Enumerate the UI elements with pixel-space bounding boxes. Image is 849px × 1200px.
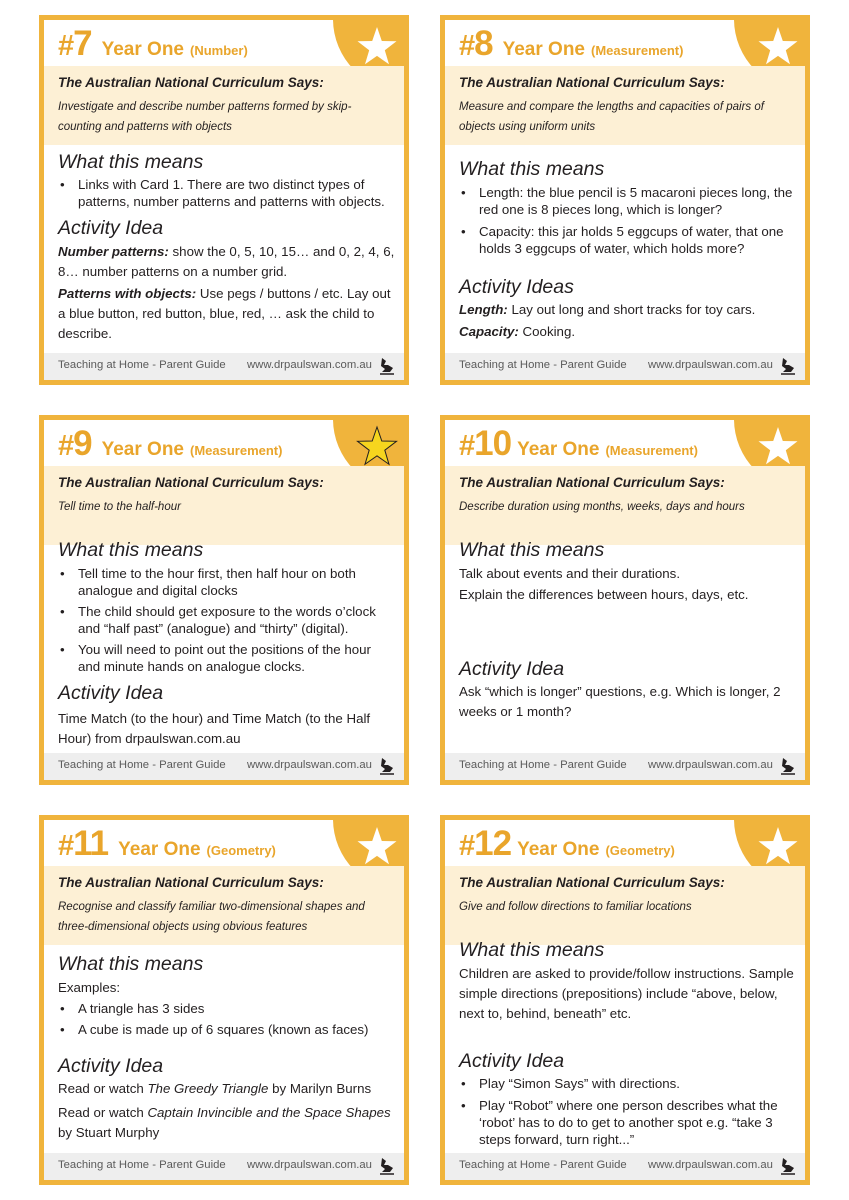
card-header — [459, 424, 698, 466]
swan-logo-icon — [378, 356, 396, 376]
activity-paragraph: Patterns with objects: Use pegs / buttons / etc. Lay out a blue button, red button, blue, red, … ask the child to describe. — [58, 286, 391, 341]
activity-paragraph: Length: Lay out long and short tracks for toy cars. — [459, 302, 756, 317]
swan-logo-icon — [378, 1156, 396, 1176]
strand-label: (Geometry) — [605, 843, 675, 858]
activity-heading: Activity Idea — [459, 658, 565, 680]
activity-heading: Activity Idea — [58, 217, 164, 239]
list-item: • Tell time to the hour first, then half hour on both analogue and digital clocks — [58, 565, 396, 599]
means-list — [58, 176, 396, 210]
list-item: • Capacity: this jar holds 5 eggcups of water, that one holds 3 eggcups of water, which holds more? — [459, 223, 797, 257]
card-number: #12 — [459, 824, 512, 863]
list-item: • A cube is made up of 6 squares (known as faces) — [58, 1021, 396, 1038]
curriculum-title: The Australian National Curriculum Says: — [459, 475, 725, 490]
footer-website: www.drpaulswan.com.au — [247, 1159, 372, 1171]
means-list — [459, 184, 797, 257]
card-number: #11 — [58, 824, 109, 863]
swan-logo-icon — [779, 356, 797, 376]
means-text: Children are asked to provide/follow instructions. Sample simple directions (prepositions) include “above, below, next to, behind, beneath” etc. — [459, 966, 794, 1021]
card-footer — [44, 353, 404, 380]
strand-label: (Measurement) — [591, 43, 684, 58]
footer-website: www.drpaulswan.com.au — [247, 759, 372, 771]
swan-logo-icon — [779, 756, 797, 776]
card-7 — [39, 15, 409, 385]
footer-guide-label: Teaching at Home - Parent Guide — [58, 1159, 226, 1171]
curriculum-text: Measure and compare the lengths and capacities of pairs of objects using uniform units — [459, 101, 764, 133]
means-heading: What this means — [58, 953, 204, 975]
curriculum-text: Investigate and describe number patterns formed by skip-counting and patterns with objects — [58, 101, 352, 133]
means-heading: What this means — [58, 151, 204, 173]
means-intro: Examples: — [58, 980, 121, 995]
card-8 — [440, 15, 810, 385]
year-label: Year One — [118, 839, 201, 860]
year-label: Year One — [517, 839, 600, 860]
card-number: #10 — [459, 424, 512, 463]
curriculum-title: The Australian National Curriculum Says: — [58, 875, 324, 890]
means-heading: What this means — [58, 539, 204, 561]
list-item: • The child should get exposure to the words o’clock and “half past” (analogue) and “thirty” (digital). — [58, 603, 396, 637]
means-line: Explain the differences between hours, days, etc. — [459, 587, 749, 602]
card-body — [58, 538, 396, 749]
strand-label: (Measurement) — [605, 443, 698, 458]
curriculum-text: Give and follow directions to familiar locations — [459, 901, 692, 913]
card-footer — [44, 1153, 404, 1180]
card-footer — [445, 1153, 805, 1180]
year-label: Year One — [517, 439, 600, 460]
activity-paragraph: Capacity: Cooking. — [459, 324, 576, 339]
curriculum-title: The Australian National Curriculum Says: — [58, 475, 324, 490]
curriculum-band — [44, 66, 404, 145]
card-header — [459, 824, 675, 866]
card-footer — [445, 753, 805, 780]
curriculum-title: The Australian National Curriculum Says: — [459, 875, 725, 890]
list-item: • Links with Card 1. There are two distinct types of patterns, number patterns and patterns with objects. — [58, 176, 396, 210]
card-number: #8 — [459, 24, 493, 63]
activity-book-line: Read or watch The Greedy Triangle by Marilyn Burns — [58, 1081, 372, 1096]
curriculum-text: Describe duration using months, weeks, days and hours — [459, 501, 745, 513]
swan-logo-icon — [779, 1156, 797, 1176]
year-label: Year One — [101, 439, 184, 460]
year-label: Year One — [502, 39, 585, 60]
curriculum-band — [44, 466, 404, 545]
card-12 — [440, 815, 810, 1185]
curriculum-band — [445, 66, 805, 145]
activity-paragraph: Number patterns: show the 0, 5, 10, 15… and 0, 2, 4, 6, 8… number patterns on a number grid. — [58, 244, 395, 279]
card-body — [58, 150, 396, 344]
card-10 — [440, 415, 810, 785]
footer-guide-label: Teaching at Home - Parent Guide — [459, 1159, 627, 1171]
means-heading: What this means — [459, 939, 605, 961]
card-header — [459, 24, 683, 66]
activity-text: Ask “which is longer” questions, e.g. Which is longer, 2 weeks or 1 month? — [459, 684, 781, 719]
means-list — [58, 1000, 396, 1038]
swan-logo-icon — [378, 756, 396, 776]
activity-heading: Activity Ideas — [459, 276, 574, 298]
card-footer — [44, 753, 404, 780]
curriculum-text: Recognise and classify familiar two-dimensional shapes and three-dimensional objects using obvious features — [58, 901, 365, 933]
card-number: #9 — [58, 424, 92, 463]
activity-book-line: Read or watch Captain Invincible and the Space Shapes by Stuart Murphy — [58, 1105, 391, 1140]
card-header — [58, 824, 276, 866]
means-list — [58, 565, 396, 675]
activity-heading: Activity Idea — [459, 1050, 565, 1072]
card-number: #7 — [58, 24, 92, 63]
footer-guide-label: Teaching at Home - Parent Guide — [459, 359, 627, 371]
card-body — [459, 538, 797, 722]
curriculum-title: The Australian National Curriculum Says: — [459, 75, 725, 90]
card-header — [58, 424, 282, 466]
curriculum-band — [44, 866, 404, 945]
activity-heading: Activity Idea — [58, 682, 164, 704]
footer-website: www.drpaulswan.com.au — [648, 359, 773, 371]
means-line: Talk about events and their durations. — [459, 566, 681, 581]
curriculum-text: Tell time to the half-hour — [58, 501, 181, 513]
curriculum-title: The Australian National Curriculum Says: — [58, 75, 324, 90]
list-item: • Play “Robot” where one person describes what the ‘robot’ has to do to get to another spot e.g. “take 3 steps forward, turn right...” — [459, 1097, 797, 1148]
footer-website: www.drpaulswan.com.au — [247, 359, 372, 371]
card-body — [459, 938, 797, 1148]
list-item: • Play “Simon Says” with directions. — [459, 1075, 797, 1092]
strand-label: (Measurement) — [190, 443, 283, 458]
footer-guide-label: Teaching at Home - Parent Guide — [58, 359, 226, 371]
activity-list — [459, 1075, 797, 1148]
list-item: • Length: the blue pencil is 5 macaroni pieces long, the red one is 8 pieces long, which is longer? — [459, 184, 797, 218]
curriculum-band — [445, 466, 805, 545]
activity-text: Time Match (to the hour) and Time Match (to the Half Hour) from drpaulswan.com.au — [58, 711, 371, 746]
list-item: • A triangle has 3 sides — [58, 1000, 396, 1017]
card-header — [58, 24, 248, 66]
activity-heading: Activity Idea — [58, 1055, 164, 1077]
card-footer — [445, 353, 805, 380]
strand-label: (Geometry) — [206, 843, 276, 858]
card-body — [459, 157, 797, 342]
curriculum-band — [445, 866, 805, 945]
footer-guide-label: Teaching at Home - Parent Guide — [459, 759, 627, 771]
list-item: • You will need to point out the positions of the hour and minute hands on analogue clocks. — [58, 641, 396, 675]
year-label: Year One — [101, 39, 184, 60]
footer-website: www.drpaulswan.com.au — [648, 1159, 773, 1171]
footer-website: www.drpaulswan.com.au — [648, 759, 773, 771]
strand-label: (Number) — [190, 43, 248, 58]
means-heading: What this means — [459, 158, 605, 180]
card-body — [58, 952, 396, 1143]
means-heading: What this means — [459, 539, 605, 561]
card-11 — [39, 815, 409, 1185]
footer-guide-label: Teaching at Home - Parent Guide — [58, 759, 226, 771]
card-9 — [39, 415, 409, 785]
